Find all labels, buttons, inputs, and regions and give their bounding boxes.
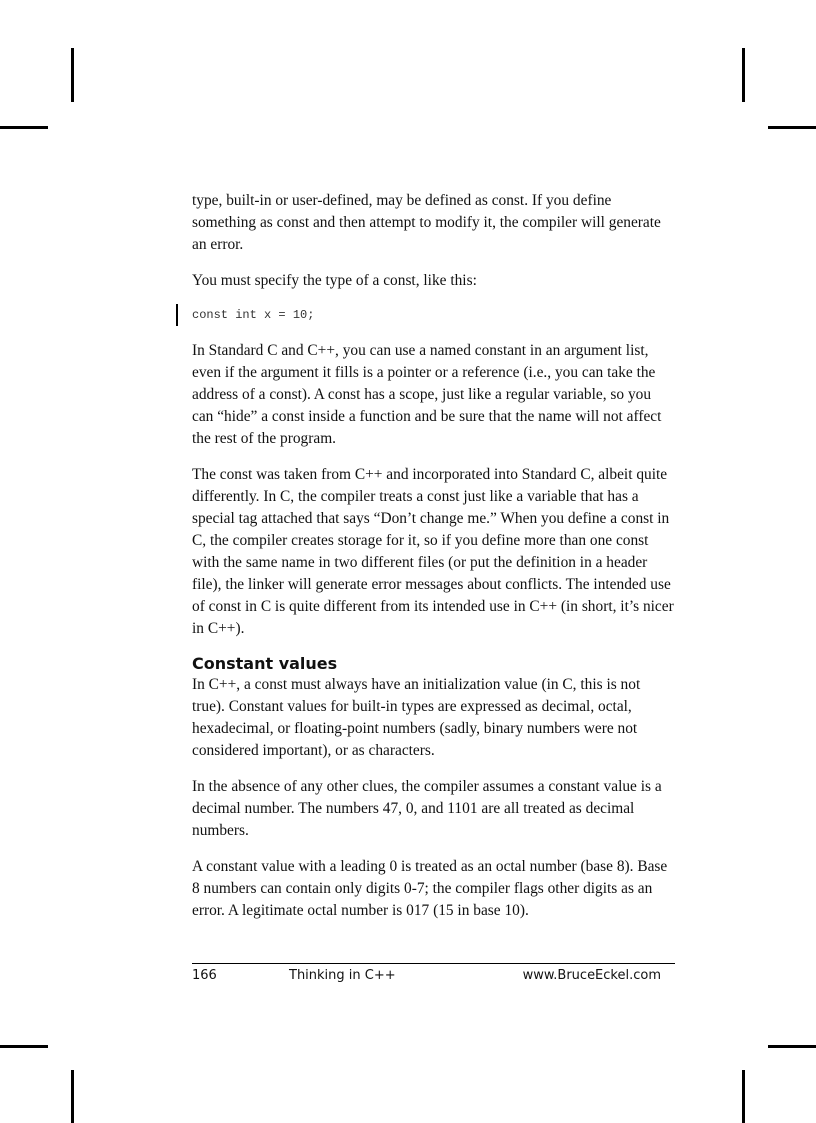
paragraph: A constant value with a leading 0 is treated as an octal number (base 8). Base 8 numbers can contain only digits 0-7; the compiler flags other digits as an error. A legitimate octal number is 017 (15 in base 10). <box>192 858 668 919</box>
crop-mark-bottom-right-horizontal <box>768 1045 816 1048</box>
page-content <box>192 190 675 936</box>
page-footer <box>192 963 675 988</box>
page-number: 166 <box>192 968 217 983</box>
paragraph: You must specify the type of a const, like this: <box>192 272 477 289</box>
crop-mark-bottom-right-vertical <box>742 1070 745 1123</box>
paragraph: In C++, a const must always have an initialization value (in C, this is not true). Constant values for built-in types are expressed as decimal, octal, hexadecimal, or floating-point numbers (sadly, binary numbers were not considered important), or as characters. <box>192 676 641 759</box>
crop-mark-top-right-horizontal <box>768 126 816 129</box>
website-link[interactable]: www.BruceEckel.com <box>522 968 661 983</box>
code-block <box>192 306 675 324</box>
paragraph: The const was taken from C++ and incorporated into Standard C, albeit quite differently. In C, the compiler treats a const just like a variable that has a special tag attached that says “Don’t change me.” When you define a const in C, the compiler creates storage for it, so if you define more than one const with the same name in two different files (or put the definition in a header file), the linker will generate error messages about conflicts. The intended use of const in C is quite different from its intended use in C++ (in short, it’s nicer in C++). <box>192 466 674 637</box>
paragraph: In Standard C and C++, you can use a named constant in an argument list, even if the argument it fills is a pointer or a reference (i.e., you can take the address of a const). A const has a scope, just like a regular variable, so you can “hide” a const inside a function and be sure that the name will not affect the rest of the program. <box>192 342 662 447</box>
crop-mark-top-left-horizontal <box>0 126 48 129</box>
crop-mark-top-left-vertical <box>71 48 74 102</box>
crop-mark-bottom-left-vertical <box>71 1070 74 1123</box>
crop-mark-bottom-left-horizontal <box>0 1045 48 1048</box>
paragraph: In the absence of any other clues, the compiler assumes a constant value is a decimal number. The numbers 47, 0, and 1101 are all treated as decimal numbers. <box>192 778 662 839</box>
paragraph: type, built-in or user-defined, may be defined as const. If you define something as const and then attempt to modify it, the compiler will generate an error. <box>192 192 661 253</box>
crop-mark-top-right-vertical <box>742 48 745 102</box>
book-title: Thinking in C++ <box>289 968 396 983</box>
change-bar <box>176 304 178 326</box>
section-heading: Constant values <box>192 654 338 673</box>
code-line: const int x = 10; <box>192 308 315 322</box>
